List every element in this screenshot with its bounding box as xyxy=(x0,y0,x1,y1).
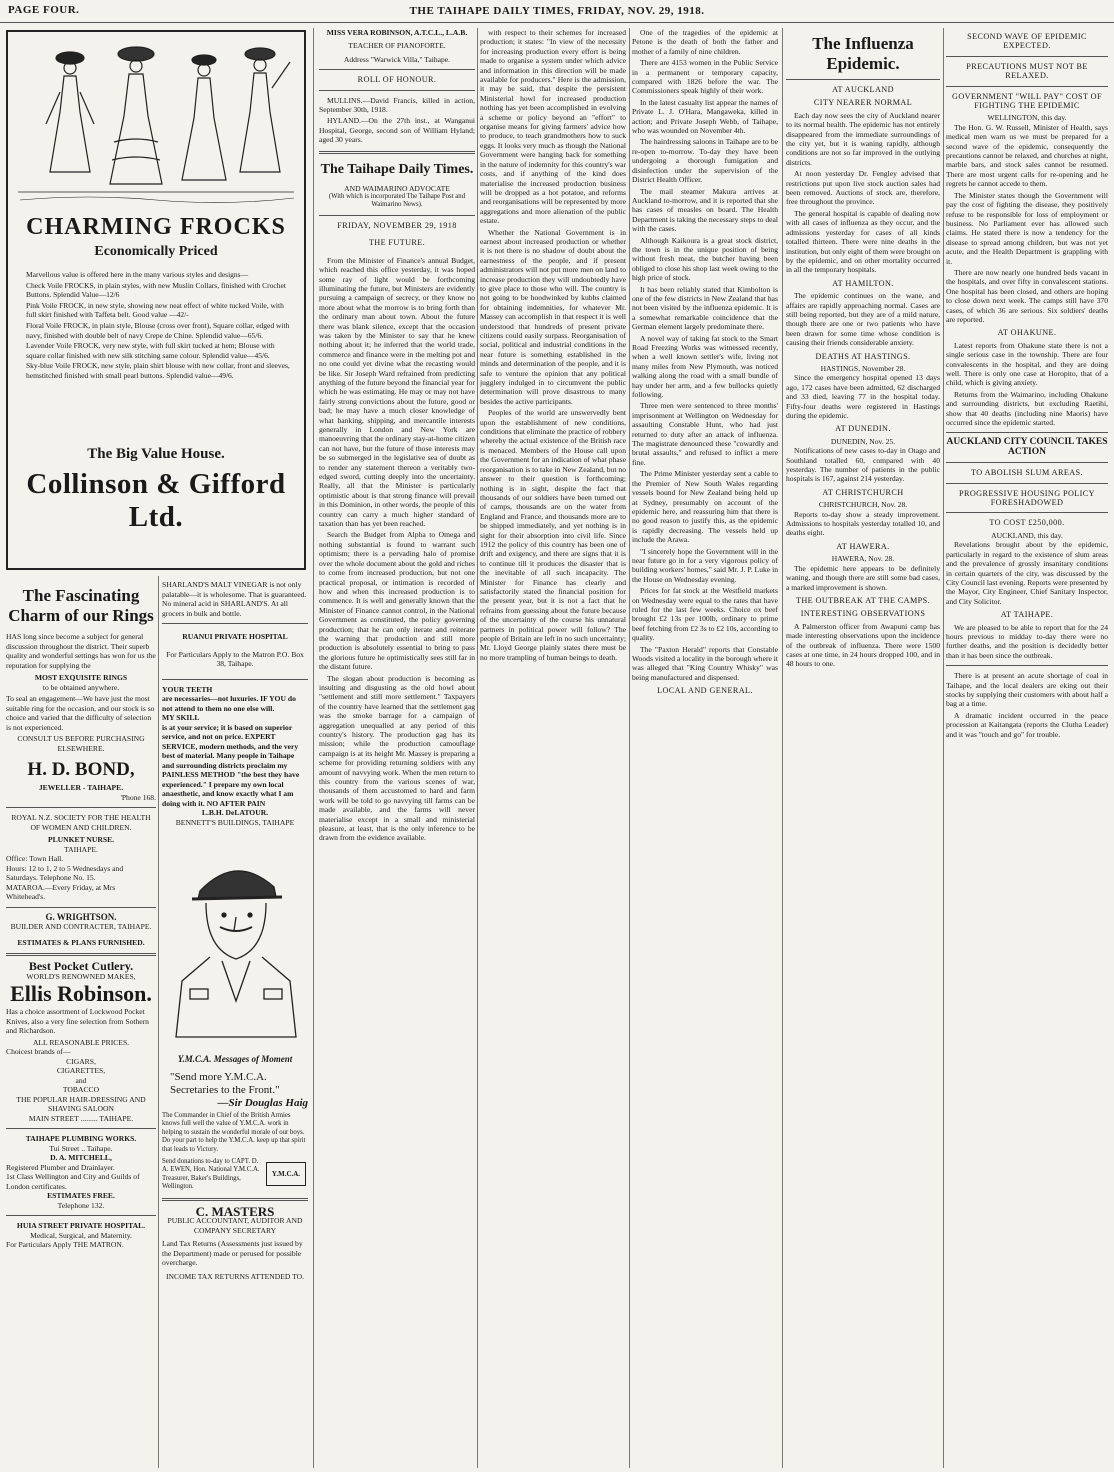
masthead xyxy=(0,0,1114,23)
frocks-advertisement xyxy=(6,30,306,570)
dentist-name: L.B.H. DeLATOUR. xyxy=(201,808,269,817)
news-item: One of the tragedies of the epidemic at Petone is the death of both the father and mother of a family of nine children. xyxy=(632,28,778,56)
auckland-dateline: AUCKLAND, this day. xyxy=(991,530,1063,540)
plunket-hours: Hours: 12 to 1, 2 to 5 Wednesdays and Saturdays. Telephone No. 15. xyxy=(6,863,124,882)
plunket-nurse: PLUNKET NURSE. xyxy=(47,835,115,844)
paper-title: The Taihape Daily Times. xyxy=(320,161,474,177)
bond-trade: JEWELLER - TAIHAPE. xyxy=(38,783,124,792)
frocks-headline: CHARMING FROCKS xyxy=(26,214,286,240)
robinson-brand-4: TOBACCO xyxy=(62,1085,100,1094)
dentist-teeth-text: are necessaries—not luxuries. IF YOU do not attend to them no one else will. xyxy=(162,694,296,713)
ymca-heading: Y.M.C.A. Messages of Moment xyxy=(177,1054,293,1064)
influenza-title: The Influenza Epidemic. xyxy=(812,34,914,73)
second-wave-heading: SECOND WAVE OF EPIDEMIC EXPECTED. xyxy=(967,32,1087,51)
column-rule xyxy=(477,28,478,1468)
news-item: It has been reliably stated that Kimbolton is one of the few districts in New Zealand that has not been visited by the influenza epidemic. It is a somewhat remarkable coincidence that the German element largely predominate there. xyxy=(632,284,778,332)
huia-sub: Medical, Surgical, and Maternity. xyxy=(30,1230,132,1240)
news-item: The mail steamer Makura arrives at Auckland to-morrow, and it is reported that she has cases of measles on board. The Health Department is taking the necessary steps to deal with the cases. xyxy=(632,186,778,234)
teacher-address: Address "Warwick Villa," Taihape. xyxy=(343,54,451,64)
wrighton-trade: BUILDER AND CONTRACTER, TAIHAPE. xyxy=(10,922,152,931)
editorial-cont-p1: with respect to their schemes for increased production; it states: "In view of the necessity for increasing production every effort is being made to organise a system under which advice and information in this direction will be made available for producers." Here is the admission, it may be said, that despite the persistent Ministerial howl for increased production nothing has yet been accomplished in evolving a scheme or policy beyond an "effort" to organise means for giving farmers' advice how to produce, to teach grandmothers how to suck eggs. It looks very much as though the National Government were hanging back for something in the nature of indemnity for this country's war costs, and if anything of the kind does materialise the increased production business will be dropped as a hot potatoe, and reforms and reorganisations will be represented by more aggregations and more alienation of the public estate. xyxy=(480,28,626,226)
wrighton-name: G. WRIGHTSON. xyxy=(45,911,117,922)
column-rule xyxy=(943,28,944,1468)
frocks-firm: Collinson & Gifford Ltd. xyxy=(26,468,286,533)
second-wave-p1: The Hon. G. W. Russell, Minister of Health, says medical men warn us we must be prepared for a second wave of the epidemic, consequently the precautions cannot be relaxed, and churches at night, marble bars, and stock sales cannot be resumed. There are most urgent calls for re-opening and he regrets he cannot accede to them. xyxy=(946,122,1108,189)
rings-engagement: To seal an engagement—We have just the most suitable ring for the occasion, and our stock is so choice and varied that the difficulty of selection is not experienced. xyxy=(6,694,155,732)
frocks-subhead: Economically Priced xyxy=(94,244,218,259)
bond-name: H. D. BOND, xyxy=(27,759,135,780)
column-rule xyxy=(313,28,314,1468)
ymca-triangle-icon: Y.M.C.A. xyxy=(266,1162,306,1186)
ohakune-p2: Returns from the Waimarino, including Ohakune and surrounding districts, but excluding Raetihi, show that 40 deaths (including nine Maoris) have occurred since the epidemic started. xyxy=(946,389,1108,428)
rings-consult: CONSULT US BEFORE PURCHASING ELSEWHERE. xyxy=(17,734,145,753)
plumbing-addr: Tui Street .. Taihape. xyxy=(49,1143,113,1153)
plumbing-head: TAIHAPE PLUMBING WORKS. xyxy=(25,1134,137,1143)
editorial-cont-p3: Peoples of the world are unswervedly bent upon the establishment of new conditions, conditions that eliminate the practice of robbery whereby the actual existence of the British race is menaced. Members of the House call upon the Government for an indication of what phase reorganisation is to take in New Zealand, but no answer to their question is forthcoming; nothing is in sight, despite the fact that thousands of our soldiers have been turned out of camps, thousands are on the water from England and France, and thousands more are to be shipped immediately, and yet nothing is in sight for their absorption into civil life. Since 1912 the policy of this country has been one of drift and exigency, and there are signs that it is to continue till it produces the disaster that is the inevitable of all such incapacity. The Minister for Finance has clearly and satisfactorily stated the financial position for the present year, but it is not a fact that he refrains from guessing about the future because of the uncertainty of the course his unnatural partners in political power will follow? The people of Britain are left in no such uncertainty; Mr. Lloyd George plainly states there must be no more trampling of human beings to death. xyxy=(480,408,626,662)
left-ads-column xyxy=(6,580,156,1250)
ruanui-body: For Particulars Apply to the Matron P.O. Box 38, Taihape. xyxy=(166,649,304,668)
precautions-heading: PRECAUTIONS MUST NOT BE RELAXED. xyxy=(966,61,1088,81)
robinson-brand-1: CIGARS, xyxy=(66,1056,96,1066)
frocks-house: The Big Value House. xyxy=(87,446,225,462)
teacher-role: TEACHER OF PIANOFORTE. xyxy=(348,41,446,51)
influenza-p8: The epidemic here appears to be definitely waning, and though there are still some bad cases, a marked improvement is shown. xyxy=(786,563,940,592)
robinson-body: Has a choice assortment of Lockwood Pocket Knives, also a very fine selection from Sothern and Richardson. xyxy=(6,1007,149,1035)
masters-returns: INCOME TAX RETURNS ATTENDED TO. xyxy=(166,1271,304,1281)
plunket-office: Office: Town Hall. xyxy=(6,854,64,863)
haig-portrait-drawing xyxy=(162,831,308,1041)
editorial-date: FRIDAY, NOVEMBER 29, 1918 xyxy=(337,220,457,230)
column-rule xyxy=(158,576,159,1468)
influenza-p2: At noon yesterday Dr. Fengley advised that restrictions put upon live stock auction sales had been removed. Auctions of stock are, therefore, free throughout the province. xyxy=(786,169,940,207)
plumbing-est: ESTIMATES FREE. xyxy=(47,1191,115,1200)
influenza-p1: Each day now sees the city of Auckland nearer to its normal health. The epidemic has not entirely disappeared from the immediate surroundings of the city yet, but it is waning rapidly, although conditions are not so far improved in the outlying districts. xyxy=(786,110,940,167)
ohakune-heading: AT OHAKUNE. xyxy=(997,328,1057,338)
influenza-p3: The general hospital is capable of dealing now with all cases of influenza as they occur, and the admissions yesterday for cases of all kinds totalled thirteen. There were nine deaths in the institution, but only eight of them were brought on by the epidemic, and on other mortality occurred in all the temporary hospitals. xyxy=(786,208,940,275)
column-influenza xyxy=(786,28,940,1468)
government-heading: GOVERNMENT "WILL PAY" COST OF FIGHTING THE EPIDEMIC xyxy=(952,91,1102,111)
plumbing-tel: Telephone 132. xyxy=(57,1200,105,1210)
second-wave-p3: There are now nearly one hundred beds vacant in the hospitals, and over fifty in convalescent stations. One hospital has been closed, and others are hoping to close down next week. The camps still have 370 cases, of which 36 are serious. Six soldiers' deaths are reported. xyxy=(946,267,1108,324)
bond-phone: 'Phone 168. xyxy=(120,792,156,802)
rings-body: HAS long since become a subject for general discussion throughout the district. Their superb quality and wonderful settings has won for us the reputation for supplying the xyxy=(6,632,156,670)
robinson-street: MAIN STREET ......... TAIHAPE. xyxy=(28,1113,134,1123)
dentist-heading-teeth: YOUR TEETH xyxy=(162,684,213,694)
news-item: The Prime Minister yesterday sent a cable to the Premier of New South Wales regarding vessels bound for New Zealand being held up at Sydney, presumably on account of the epidemic here, and reassuring him that there is no good reason to justify this, as the epidemic is rapidly decreasing. The vessels held up include the Arawa. xyxy=(632,469,778,545)
frocks-item: Marvellous value is offered here in the many various styles and designs— xyxy=(26,270,249,279)
column-second-wave xyxy=(946,28,1108,1468)
ymca-send: Send donations to-day to CAPT. D. A. EWEN, Hon. National Y.M.C.A. Treasurer, Baker's Buildings, Wellington. xyxy=(162,1158,260,1191)
left-ads-column-b xyxy=(162,580,308,1281)
robinson-prices: ALL REASONABLE PRICES. xyxy=(32,1037,130,1047)
paper-incorporated: (With which is incorporated The Taihape Post and Waimarino News). xyxy=(328,193,466,209)
fashion-illustration xyxy=(8,32,304,208)
plumbing-line2: 1st Class Wellington and City and Guilds of London certificates. xyxy=(6,1172,140,1191)
haig-portrait xyxy=(162,831,308,1051)
plumbing-name: D. A. MITCHELL, xyxy=(50,1153,112,1162)
editorial-cont-p2: Whether the National Government is in earnest about increased production or whether it is not there is no shadow of doubt about the earnestness of the people, and if present administrators will not put more men on land to increase production they will undoubtedly have to give place to those who will. The country is not going to be hoodwinked by kubbs claimed for obtaining indemnities, for whatever Mr. Massey can accomplish in that respect it is well understood that hundreds of present private citizens could easily surpass. Reorganisation of social, political and industrial conditions in the near future is something established in the minds and determination of the people, and it is safe to venture the opinion that any political jugglery indulged in to circumvent the public determination will prove disastrous to many besides the active participants. xyxy=(480,227,626,406)
influenza-p6: Notifications of new cases to-day in Otago and Southland totalled 60, compared with 40 yesterday. The number of patients in the public hospitals is 167, against 214 yesterday. xyxy=(786,446,940,484)
news-item: In the latest casualty list appear the names of Private L. J. O'Hara, Mangaweka, killed in action; and Private Joseph Webb, of Taihape, who was wounded on November 4th. xyxy=(632,97,778,136)
dentist-address: BENNETT'S BUILDINGS, TAIHAPE xyxy=(175,817,295,827)
news-item: Although Kaikoura is a great stock district, the town is in the unique position of being without fresh meat, the butcher having been obliged to close his shop last week owing to the high price of stock. xyxy=(632,235,778,283)
plunket-mataroa: MATAROA.—Every Friday, at Mrs Whitehead's. xyxy=(6,882,116,901)
hastings-dateline: HASTINGS, November 28. xyxy=(820,363,906,373)
rings-headline: The Fascinating Charm of our Rings xyxy=(8,586,154,625)
huia-head: HUIA STREET PRIVATE HOSPITAL. xyxy=(16,1221,146,1230)
news-item: There are 4153 women in the Public Service in a permanent or temporary capacity, compared with 1826 before the war. The Commissioners speak highly of their work. xyxy=(632,58,778,96)
robinson-name: Ellis Robinson. xyxy=(10,981,152,1006)
ymca-quote-author: —Sir Douglas Haig xyxy=(217,1096,308,1109)
influenza-p9: A Palmerston officer from Awapuni camp has made interesting observations upon the incidence of the outbreak of influenza. There were 1500 cases at one time, in 24 hours dropped 100, and in 48 hours to one. xyxy=(786,621,940,669)
frocks-item: Pink Voile FROCK, in new style, showing new neat effect of white tucked Voile, with full skirt finished with Taffeta belt. Good value —42/- xyxy=(26,300,284,320)
dentist-skill-text: is at your service; it is based on superior service, and not on price. EXPERT SERVICE, modern methods, and the very best of material. Many people in Taihape and surrounding districts proclaim my PAINLESS METHOD "the best they have experienced." I prepare my own local anaesthetic, and know exactly what I am doing with it. NO AFTER PAIN xyxy=(162,722,300,808)
robinson-brands: Choicest brands of— xyxy=(6,1047,71,1056)
robinson-brand-3: and xyxy=(75,1075,87,1085)
influenza-p5: Since the emergency hospital opened 13 days ago, 172 cases have been admitted, 62 discharged and 33 died, leaving 77 in the hospital today. Fifty-four deaths were registered in Hastings during the epidemic. xyxy=(786,373,940,420)
christchurch-heading: AT CHRISTCHURCH xyxy=(822,487,904,497)
robinson-makes: WORLD'S RENOWNED MAKES, xyxy=(26,971,136,981)
coal-p1: There is at present an acute shortage of coal in Taihape, and the local dealers are eking out their stocks by supplying their customers with about half a bag at a time. xyxy=(946,671,1108,709)
cost-heading: TO COST £250,000. xyxy=(989,518,1065,528)
hamilton-heading: AT HAMILTON. xyxy=(832,278,894,288)
slum-heading: TO ABOLISH SLUM AREAS. xyxy=(971,468,1083,478)
ymca-quote: "Send more Y.M.C.A. Secretaries to the Front." xyxy=(170,1070,280,1096)
christchurch-dateline: CHRISTCHURCH, Nov. 28. xyxy=(818,500,908,510)
influenza-p7: Reports to-day show a steady improvement. Admissions to hospitals yesterday totalled 10, and deaths eight. xyxy=(786,509,940,538)
editorial-p2: Search the Budget from Alpha to Omega and nothing substantial is found to warrant such optimism; there is a pervading halo of promise over the whole document about the gold and riches to come from increased production, but not one practical proposal, or intimation is recorded of how and when this increased production is to commence. It is well and generally known that the Minister of Finance cannot control, in the National Government as constituted, the policy governing production; that he can only iterate and reiterate the warning that production and still more production is absolutely essential to bring to pass the glorious future he optimistically sees still far in the distant future. xyxy=(319,530,475,672)
huia-apply: For Particulars Apply THE MATRON. xyxy=(6,1240,124,1249)
hawera-heading: AT HAWERA. xyxy=(836,541,890,551)
frocks-item: Sky-blue Voile FROCK, new style, plain shirt blouse with new collar, front and sleeves, hemstitched finished with small pearl buttons. Splendid value—49/6. xyxy=(26,361,290,380)
housing-policy-heading: PROGRESSIVE HOUSING POLICY FORESHADOWED xyxy=(959,488,1095,508)
column-rule xyxy=(629,28,630,1468)
ohakune-p1: Latest reports from Ohakune state there is not a single serious case in the township. There are four convalescents in the hospital, and they are doing well. There is only one case at Horopito, that of a child, which is giving anxiety. xyxy=(946,340,1108,388)
notice-mullins: MULLINS.—David Francis, killed in action, September 30th, 1918. xyxy=(319,95,475,115)
news-item: Prices for fat stock at the Westfield markets on Wednesday were equal to the rates that have ruled for the last few weeks. Choice ox beef brought £2 13s per 100lb, ordinary to prime beef fetching from £2 3s to £2 10s, according to quality. xyxy=(632,586,778,643)
ymca-body: The Commander in Chief of the British Armies knows full well the value of Y.M.C.A. work in helping to sustain the wonderful morale of our boys. Do your part to help the Y.M.C.A. keep up that spirit that leads to Victory. xyxy=(162,1112,306,1153)
influenza-p4: The epidemic continues on the wane, and affairs are rapidly approaching normal. Cases are still being reported, but they are of a mild nature, though there are one or two patients who have been drawn for some time whose condition is causing their friends considerable anxiety. xyxy=(786,291,940,348)
dunedin-dateline: DUNEDIN, Nov. 25. xyxy=(830,436,896,446)
robinson-saloon: THE POPULAR HAIR-DRESSING AND SHAVING SALOON xyxy=(16,1094,146,1113)
masters-name: C. MASTERS xyxy=(195,1203,275,1219)
plumbing-line1: Registered Plumber and Drainlayer. xyxy=(6,1162,115,1172)
taihape-heading: AT TAIHAPE. xyxy=(1000,610,1054,620)
second-wave-p2: The Minister states though the Government will pay the cost of fighting the disease, they positively refuse to be responsible for loss of employment or business. No Parliament ever has allowed such claims. He stated there is now a tendency for the disease to spread among children, but was not yet acute, and the Health Department is grappling with it. xyxy=(946,190,1108,266)
news-item: "I sincerely hope the Government will in the near future go in for a very vigorous policy of building workers' homes," said Mr. J. P. Luke in the House on Wednesday evening. xyxy=(632,546,778,584)
camps-heading: THE OUTBREAK AT THE CAMPS. xyxy=(795,595,931,605)
robinson-brand-2: CIGARETTES, xyxy=(56,1066,106,1075)
frocks-items xyxy=(26,270,294,382)
column-local-news xyxy=(632,28,778,1468)
teacher-name: MISS VERA ROBINSON, A.T.C.L., L.A.B. xyxy=(326,28,468,37)
council-p1: Revelations brought about by the epidemic, particularly in regard to the existence of slum areas and the prevalence of grossly insanitary conditions in certain quarters of the city, was discussed by the City Council last evening. Reports were presented by the Mayor, City Engineer, Chief Sanitary Inspector, and City Solicitor. xyxy=(946,540,1108,606)
ruanui-head: RUANUI PRIVATE HOSPITAL xyxy=(182,632,288,641)
local-general-heading: LOCAL AND GENERAL. xyxy=(657,686,753,696)
masters-body: Land Tax Returns (Assessments just issued by the Department) made or perused for possible overcharge. xyxy=(162,1239,303,1268)
malt-vinegar-ad: SHARLAND'S MALT VINEGAR is not only palatable—it is wholesome. That is guaranteed. No mineral acid in SHARLAND'S. At all grocers in bulk and bottle. xyxy=(162,580,307,618)
paper-advocate: AND WAIMARINO ADVOCATE xyxy=(344,183,450,193)
masters-title: PUBLIC ACCOUNTANT, AUDITOR AND COMPANY SECRETARY xyxy=(167,1216,303,1235)
rings-exquisite: MOST EXQUISITE RINGS xyxy=(34,673,128,682)
notice-hyland: HYLAND.—On the 27th inst., at Wanganui Hospital, George, second son of William Hyland; aged 30 years. xyxy=(319,116,475,145)
city-normal-heading: CITY NEARER NORMAL xyxy=(813,98,913,108)
dunedin-heading: AT DUNEDIN. xyxy=(835,424,891,434)
editorial-heading: THE FUTURE. xyxy=(368,238,426,248)
news-item: A novel way of taking fat stock to the Smart Road Freezing Works was witnessed recently, when a well known settler's wife, living not many miles from New Plymouth, was noticed walking along the road with a small bundle of hay under her arm, and a few bullocks quietly following. xyxy=(632,333,778,400)
robinson-head: Best Pocket Cutlery. xyxy=(28,959,134,973)
observations-heading: INTERESTING OBSERVATIONS xyxy=(800,609,926,619)
column-rule xyxy=(782,28,783,1468)
council-heading: AUCKLAND CITY COUNCIL TAKES ACTION xyxy=(946,437,1108,457)
page-number: PAGE FOUR. xyxy=(8,4,80,16)
frocks-item: Check Voile FROCKS, in plain styles, with new Muslin Collars, finished with Crochet Buttons. Splendid Value—12/6 xyxy=(26,280,286,300)
column-editorial-continued xyxy=(480,28,626,1468)
hastings-heading: DEATHS AT HASTINGS. xyxy=(815,351,911,361)
frocks-item: Floral Voile FROCK, in plain style, Blouse (cross over front), Square collar, edged with navy, finished with double belt of navy Crepe de Chine. Splendid value—65/6. xyxy=(26,320,290,340)
frocks-item: Lavender Voile FROCK, very new style, with full skirt tucked at hem; Blouse with square collar finished with new silk stitching same colour. Splendid value—45/6. xyxy=(26,341,275,360)
editorial-p3: The slogan about production is becoming as insulting and disgusting as the old howl about "settlement and still more settlement." Taxpayers of the country have learned that the settlement gag was the smoke barrage for a campaign of aggregation unequalled at any period of this country's history. The production gag has its mission; while the production camouflage campaign is at its height Mr. Massey is preparing a scheme for providing returning soldiers with any amount of navvying work. When the men return to this country from the various scenes of war, thousands of them accustomed to hard and farm work will be told to go navvying till farms can be made available, and the farms will never materialise except in a small and ministerial pleasure, at least, that is the only inference to be drawn from the evidence available. xyxy=(319,673,475,843)
news-item: The "Paxton Herald" reports that Constable Woods visited a locality in the borough where it was alleged that "King Country Whisky" was being manufactured and dispensed. xyxy=(632,644,778,682)
hawera-dateline: HAWERA, Nov. 28. xyxy=(831,554,895,564)
ymca-donations-block xyxy=(162,1158,308,1192)
column-editorial xyxy=(319,28,475,1468)
wrighton-estimates: ESTIMATES & PLANS FURNISHED. xyxy=(17,937,145,947)
procession-p1: A dramatic incident occurred in the peace procession at Kaitangata (reports the Clutha Leader) and it was "touch and go" for trouble. xyxy=(946,710,1108,739)
taihape-p1: We are pleased to be able to report that for the 24 hours previous to midday to-day there were no further deaths, and the position is decidedly better than it has been since the outbreak. xyxy=(946,622,1108,660)
masthead-title: THE TAIHAPE DAILY TIMES, FRIDAY, NOV. 29, 1918. xyxy=(409,5,705,17)
plunket-society: ROYAL N.Z. SOCIETY FOR THE HEALTH OF WOMEN AND CHILDREN. xyxy=(11,813,151,832)
auckland-heading: AT AUCKLAND xyxy=(832,85,894,94)
rings-obtain: to be obtained anywhere. xyxy=(42,682,120,692)
roll-of-honour-heading: ROLL OF HONOUR. xyxy=(357,75,437,85)
news-item: Three men were sentenced to three months' imprisonment at Wellington on Wednesday for assaulting Constable Hunt, who had just returned to duty after an attack of influenza. The magistrate denounced these "cowardly and brutal assaults," and refused to inflict a mere fine. xyxy=(632,401,778,467)
wellington-dateline: WELLINGTON, this day. xyxy=(987,113,1067,123)
dentist-heading-skill: MY SKILL xyxy=(162,713,200,722)
editorial-p1: From the Minister of Finance's annual Budget, which reached this office yesterday, it was hoped some ray of light would be forthcoming illuminating the future, but Ministers are evidently pursuing a campaign of secrecy, or they know no more about what the morrow is to bring forth than the ordinary man about town. About the future there was blank silence, except that the occasion was taken by the Minister to say that he knew nothing about it; he inferred that the world trade, commerce and finance were in the melting pot and no one could yet divine what the recasting would be like. Sir Joseph Ward refrained from predicting anything of the future beyond the financial year for which he was estimating. He may or may not have fairly strong convictions about the future, good or bad; he may have a much closer knowledge of what banking, shipping, and mercantile interests generally in London and New York are manoeuvring that the ordinary stay-at-home citizen can not have, but the future of those interests may be so submerged in the legislative sea of doubt as to render any statement thereon a veritably two-edged sword, cutting deeply into the uncertainty. Really, all that the Minister is particularly optimistic about is that strong finance will prevail in this Dominion, in other words, the people of this country can carry a much higher standard of taxation than has yet been reached. xyxy=(319,255,475,529)
news-item: The hairdressing saloons in Taihape are to be re-open to-morrow. To-day they have been undergoing a thorough fumigation and disinfection under the supervision of the District Health Officer. xyxy=(632,137,778,185)
plunket-place: TAIHAPE. xyxy=(64,844,98,854)
